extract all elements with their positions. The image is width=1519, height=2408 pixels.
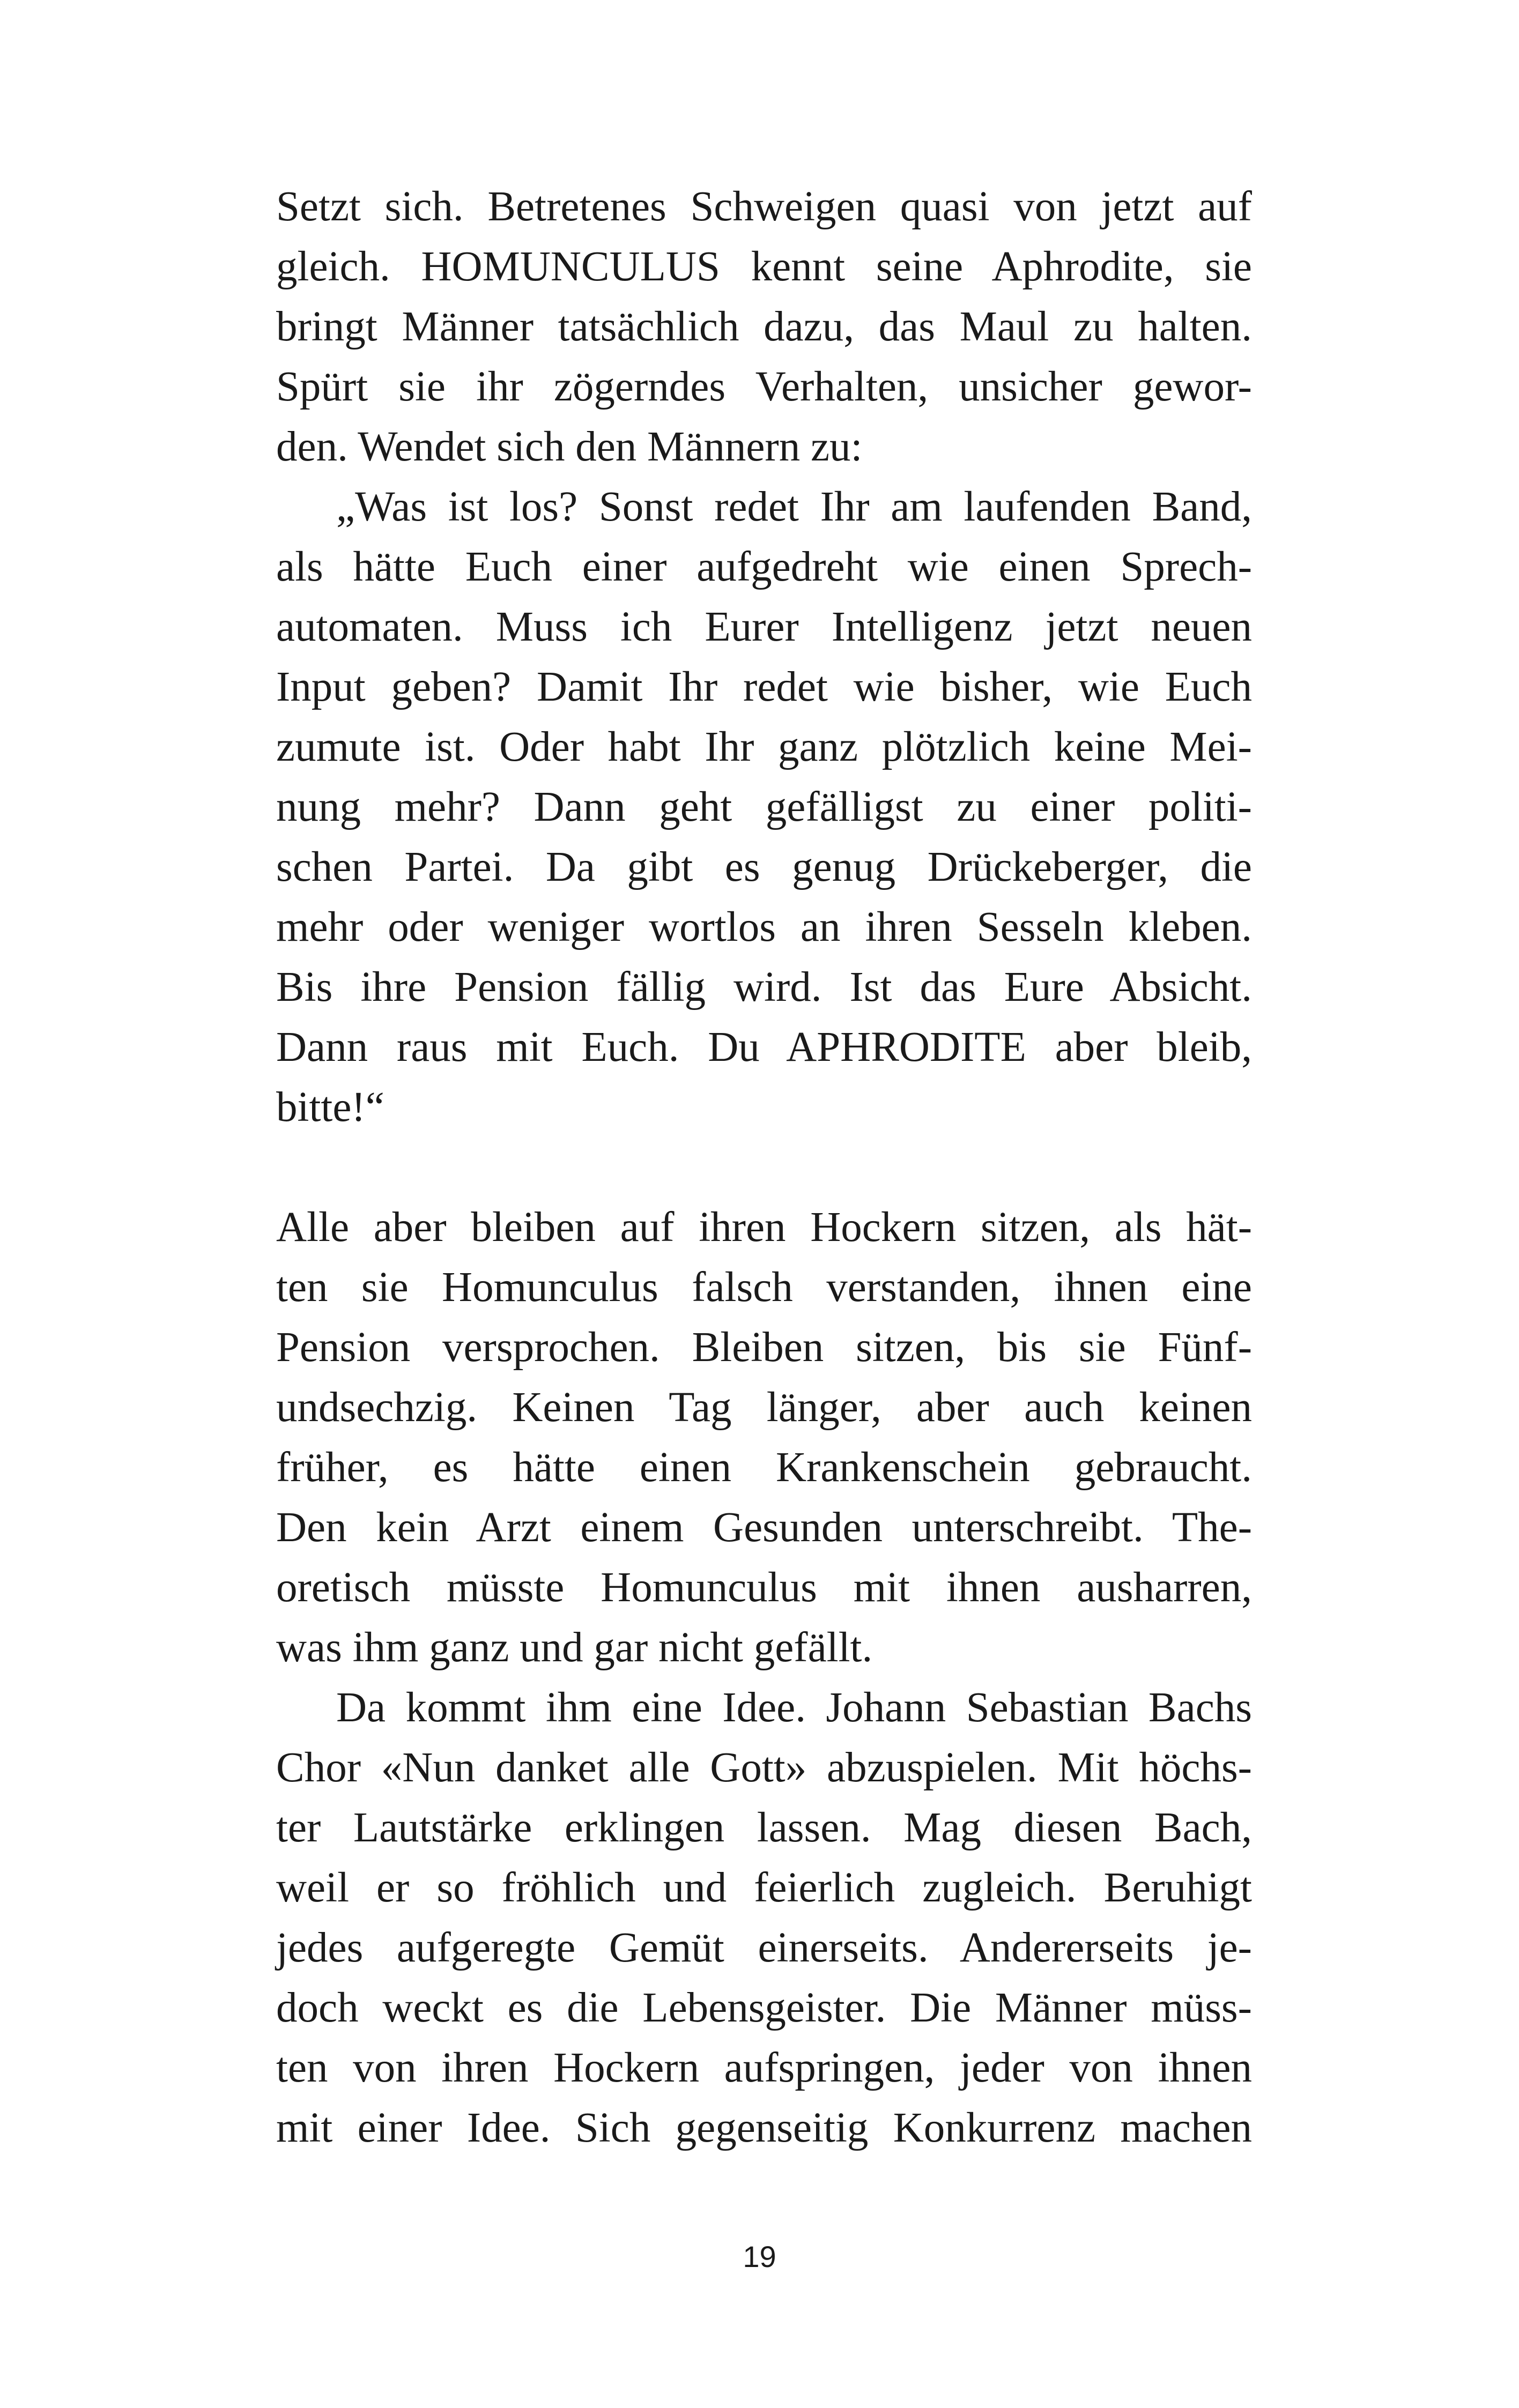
text-line: Input geben? Damit Ihr redet wie bisher, wie Euch [276, 664, 1252, 710]
text-line: zumute ist. Oder habt Ihr ganz plötzlich keine Mei- [276, 724, 1252, 770]
text-line: Dann raus mit Euch. Du APHRODITE aber bleib, [276, 1024, 1252, 1071]
text-line: bringt Männer tatsächlich dazu, das Maul zu halten. [276, 303, 1252, 350]
text-line: den. Wendet sich den Männern zu: [276, 423, 863, 470]
text-line: weil er so fröhlich und feierlich zugleich. Beruhigt [276, 1864, 1252, 1911]
text-line: nung mehr? Dann geht gefälligst zu einer politi- [276, 784, 1252, 830]
text-line: Bis ihre Pension fällig wird. Ist das Eure Absicht. [276, 964, 1252, 1010]
text-line: Setzt sich. Betretenes Schweigen quasi von jetzt auf [276, 183, 1252, 230]
text-line: was ihm ganz und gar nicht gefällt. [276, 1624, 873, 1671]
text-line: als hätte Euch einer aufgedreht wie einen Sprech- [276, 544, 1252, 590]
text-line: Spürt sie ihr zögerndes Verhalten, unsicher gewor- [276, 363, 1252, 410]
text-line: „Was ist los? Sonst redet Ihr am laufenden Band, [336, 484, 1252, 530]
text-line: ten sie Homunculus falsch verstanden, ihnen eine [276, 1264, 1252, 1311]
page-number: 19 [743, 2240, 776, 2273]
text-line: undsechzig. Keinen Tag länger, aber auch keinen [276, 1384, 1252, 1431]
text-line: gleich. HOMUNCULUS kennt seine Aphrodite, sie [276, 243, 1252, 290]
text-line: mehr oder weniger wortlos an ihren Sesseln kleben. [276, 904, 1252, 950]
text-line: bitte!“ [276, 1084, 384, 1131]
paragraph-spacer [276, 1138, 1252, 1198]
text-line: ten von ihren Hockern aufspringen, jeder von ihnen [276, 2045, 1252, 2091]
text-line: Chor «Nun danket alle Gott» abzuspielen. Mit höchs- [276, 1744, 1252, 1791]
text-line: automaten. Muss ich Eurer Intelligenz jetzt neuen [276, 604, 1252, 650]
text-line: oretisch müsste Homunculus mit ihnen ausharren, [276, 1564, 1252, 1611]
text-line: früher, es hätte einen Krankenschein gebraucht. [276, 1444, 1252, 1491]
text-line: schen Partei. Da gibt es genug Drückeberger, die [276, 844, 1252, 890]
body-text [276, 177, 1252, 2158]
text-line: Den kein Arzt einem Gesunden unterschreibt. The- [276, 1504, 1252, 1551]
text-line: doch weckt es die Lebensgeister. Die Männer müss- [276, 1985, 1252, 2031]
text-line: jedes aufgeregte Gemüt einerseits. Andererseits je- [276, 1924, 1252, 1971]
text-line: Pension versprochen. Bleiben sitzen, bis sie Fünf- [276, 1324, 1252, 1371]
text-line: mit einer Idee. Sich gegenseitig Konkurrenz machen [276, 2105, 1252, 2151]
text-line: Alle aber bleiben auf ihren Hockern sitzen, als hät- [276, 1204, 1252, 1251]
text-line: ter Lautstärke erklingen lassen. Mag diesen Bach, [276, 1804, 1252, 1851]
text-line: Da kommt ihm eine Idee. Johann Sebastian Bachs [336, 1684, 1252, 1731]
